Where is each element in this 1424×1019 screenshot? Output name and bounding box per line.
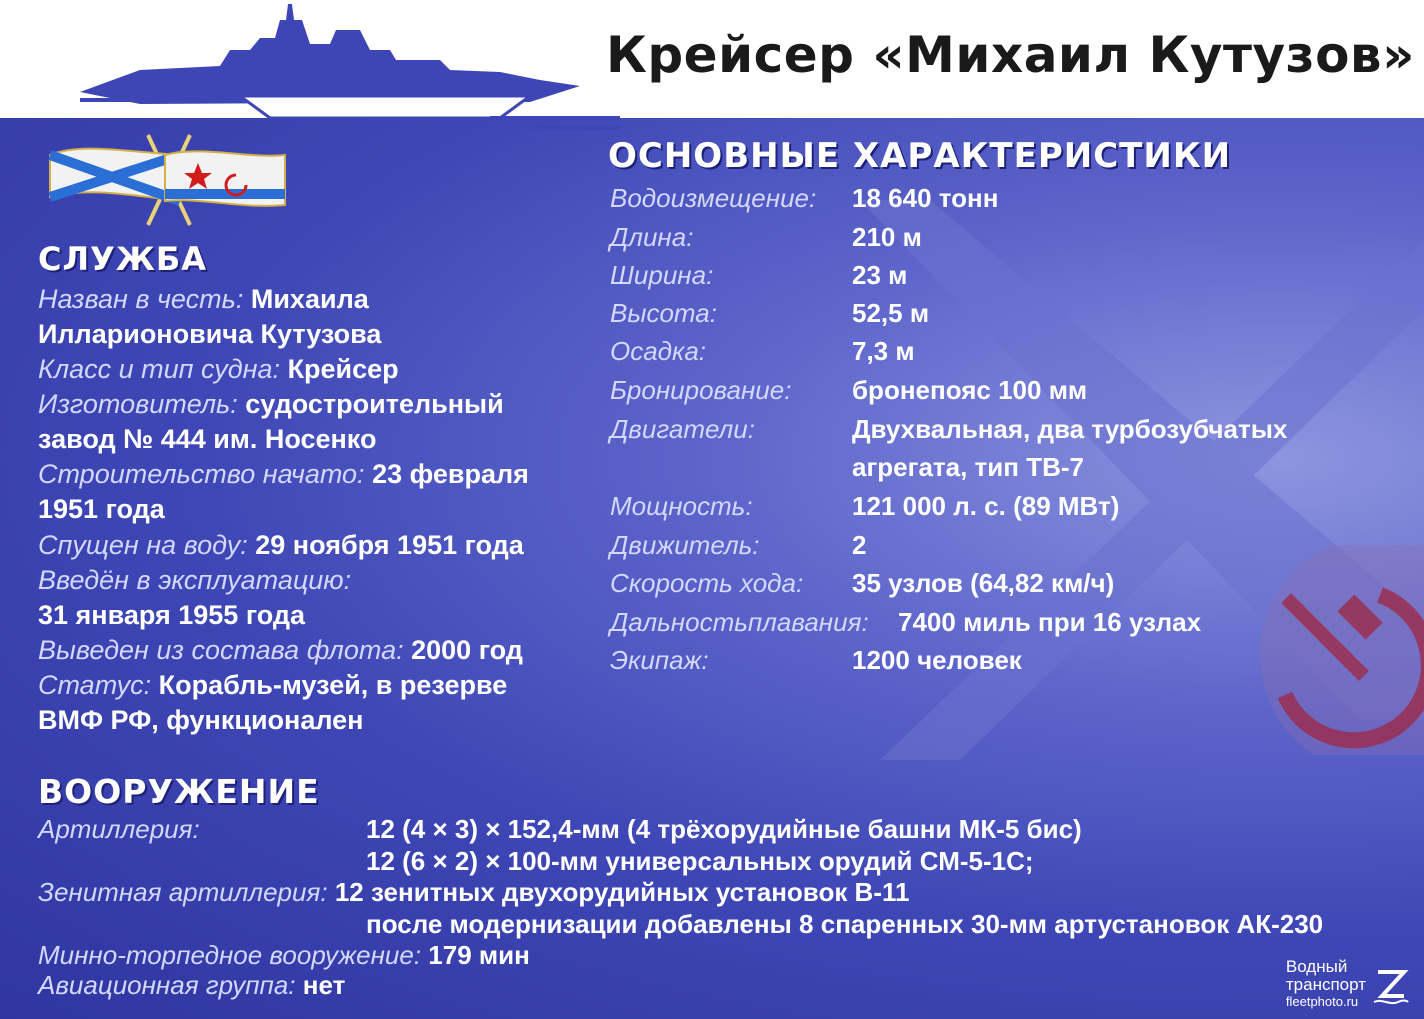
artillery-label-text: Артиллерия: [38, 814, 200, 844]
maker-value: судостроительный [245, 389, 504, 419]
spec-label: Длина: [610, 222, 694, 252]
air-value: нет [302, 970, 346, 1000]
service-status-cont [38, 703, 363, 737]
status-value-2: ВМФ РФ, функционален [38, 705, 364, 735]
aa-row [38, 875, 909, 909]
watermark-logo-icon [1372, 966, 1410, 1006]
artillery-value-1: 12 (4 × 3) × 152,4-мм (4 трёхорудийные башни МК-5 бис) [366, 814, 1082, 844]
launched-label: Спущен на воду: [38, 530, 248, 560]
watermark-line2: транспорт [1285, 975, 1366, 994]
service-maker-cont [38, 422, 376, 456]
service-commissioned [38, 563, 351, 597]
spec-label: Ширина: [610, 260, 714, 290]
spec-value: 121 000 л. с. (89 МВт) [852, 491, 1120, 521]
aa-value-cont [366, 907, 1323, 941]
spec-label: Движитель: [610, 530, 760, 560]
service-decommissioned [38, 633, 523, 667]
spec-value: 210 м [852, 222, 922, 252]
class-label: Класс и тип судна: [38, 354, 281, 384]
spec-value-cont: агрегата, тип ТВ-7 [852, 452, 1084, 482]
artillery-value-2: 12 (6 × 2) × 100-мм универсальных орудий СМ-5-1С; [366, 846, 1034, 876]
service-class [38, 352, 399, 386]
commissioned-value: 31 января 1955 года [38, 600, 305, 630]
spec-value: Двухвальная, два турбозубчатых [852, 414, 1288, 444]
built-value: 23 февраля [372, 459, 529, 489]
aa-value-1: 12 зенитных двухорудийных установок В-11 [334, 877, 910, 907]
aa-label: Зенитная артиллерия: [38, 877, 328, 907]
spec-label: Двигатели: [610, 414, 755, 444]
maker-value-2: завод № 444 им. Носенко [38, 424, 377, 454]
named-label: Назван в честь: [38, 284, 244, 314]
specs-heading: ОСНОВНЫЕ ХАРАКТЕРИСТИКИ [608, 136, 1232, 176]
built-value-2: 1951 года [38, 494, 165, 524]
spec-value: 35 узлов (64,82 км/ч) [852, 568, 1115, 598]
aa-value-2: после модернизации добавлены 8 спаренных 30-мм артустановок АК-230 [366, 909, 1324, 939]
spec-label: Мощность: [610, 491, 753, 521]
service-status [38, 668, 507, 702]
spec-label: Высота: [610, 298, 717, 328]
artillery-value [366, 812, 1082, 846]
service-built [38, 457, 529, 491]
spec-value: 52,5 м [852, 298, 930, 328]
watermark [1286, 958, 1366, 1010]
armament-heading: ВООРУЖЕНИЕ [38, 772, 320, 811]
artillery-value-cont [366, 844, 1034, 878]
spec-label: Бронирование: [610, 375, 792, 405]
spec-label: Дальностьплавания: [610, 607, 869, 637]
service-named-cont [38, 317, 381, 351]
service-heading: СЛУЖБА [38, 240, 208, 278]
status-value: Корабль-музей, в резерве [158, 670, 508, 700]
service-launched [38, 528, 524, 562]
service-named [38, 282, 369, 316]
built-label: Строительство начато: [38, 459, 365, 489]
hammer-and-sickle-icon [1230, 545, 1424, 755]
maker-label: Изготовитель: [38, 389, 238, 419]
launched-value: 29 ноября 1951 года [255, 530, 524, 560]
decommissioned-label: Выведен из состава флота: [38, 635, 404, 665]
spec-value: 2 [852, 530, 867, 560]
mine-row [38, 938, 530, 972]
spec-value: 18 640 тонн [852, 183, 999, 213]
service-maker [38, 387, 504, 421]
spec-value: 1200 человек [852, 645, 1022, 675]
spec-value: 7400 миль при 16 узлах [898, 607, 1202, 637]
spec-label: Осадка: [610, 336, 707, 366]
naval-flags-crossed [40, 125, 300, 235]
commissioned-label: Введён в эксплуатацию: [38, 565, 352, 595]
named-value: Михаила [250, 284, 369, 314]
decommissioned-value: 2000 год [411, 635, 523, 665]
spec-label: Водоизмещение: [610, 183, 817, 213]
spec-label: Скорость хода: [610, 568, 804, 598]
spec-value: бронепояс 100 мм [852, 375, 1088, 405]
mine-value: 179 мин [428, 940, 530, 970]
spec-value: 7,3 м [852, 336, 915, 366]
status-label: Статус: [38, 670, 152, 700]
spec-value: 23 м [852, 260, 908, 290]
air-row [38, 968, 345, 1002]
artillery-label [38, 812, 200, 846]
named-value-2: Илларионовича Кутузова [38, 319, 382, 349]
watermark-line1: Водный [1285, 957, 1348, 976]
service-built-cont [38, 492, 165, 526]
service-commissioned-value [38, 598, 305, 632]
spec-label: Экипаж: [610, 645, 709, 675]
air-label: Авиационная группа: [38, 970, 296, 1000]
mine-label: Минно-торпедное вооружение: [38, 940, 422, 970]
watermark-line3: fleetphoto.ru [1285, 994, 1359, 1009]
page-title: Крейсер «Михаил Кутузов» [606, 26, 1415, 84]
class-value: Крейсер [287, 354, 399, 384]
